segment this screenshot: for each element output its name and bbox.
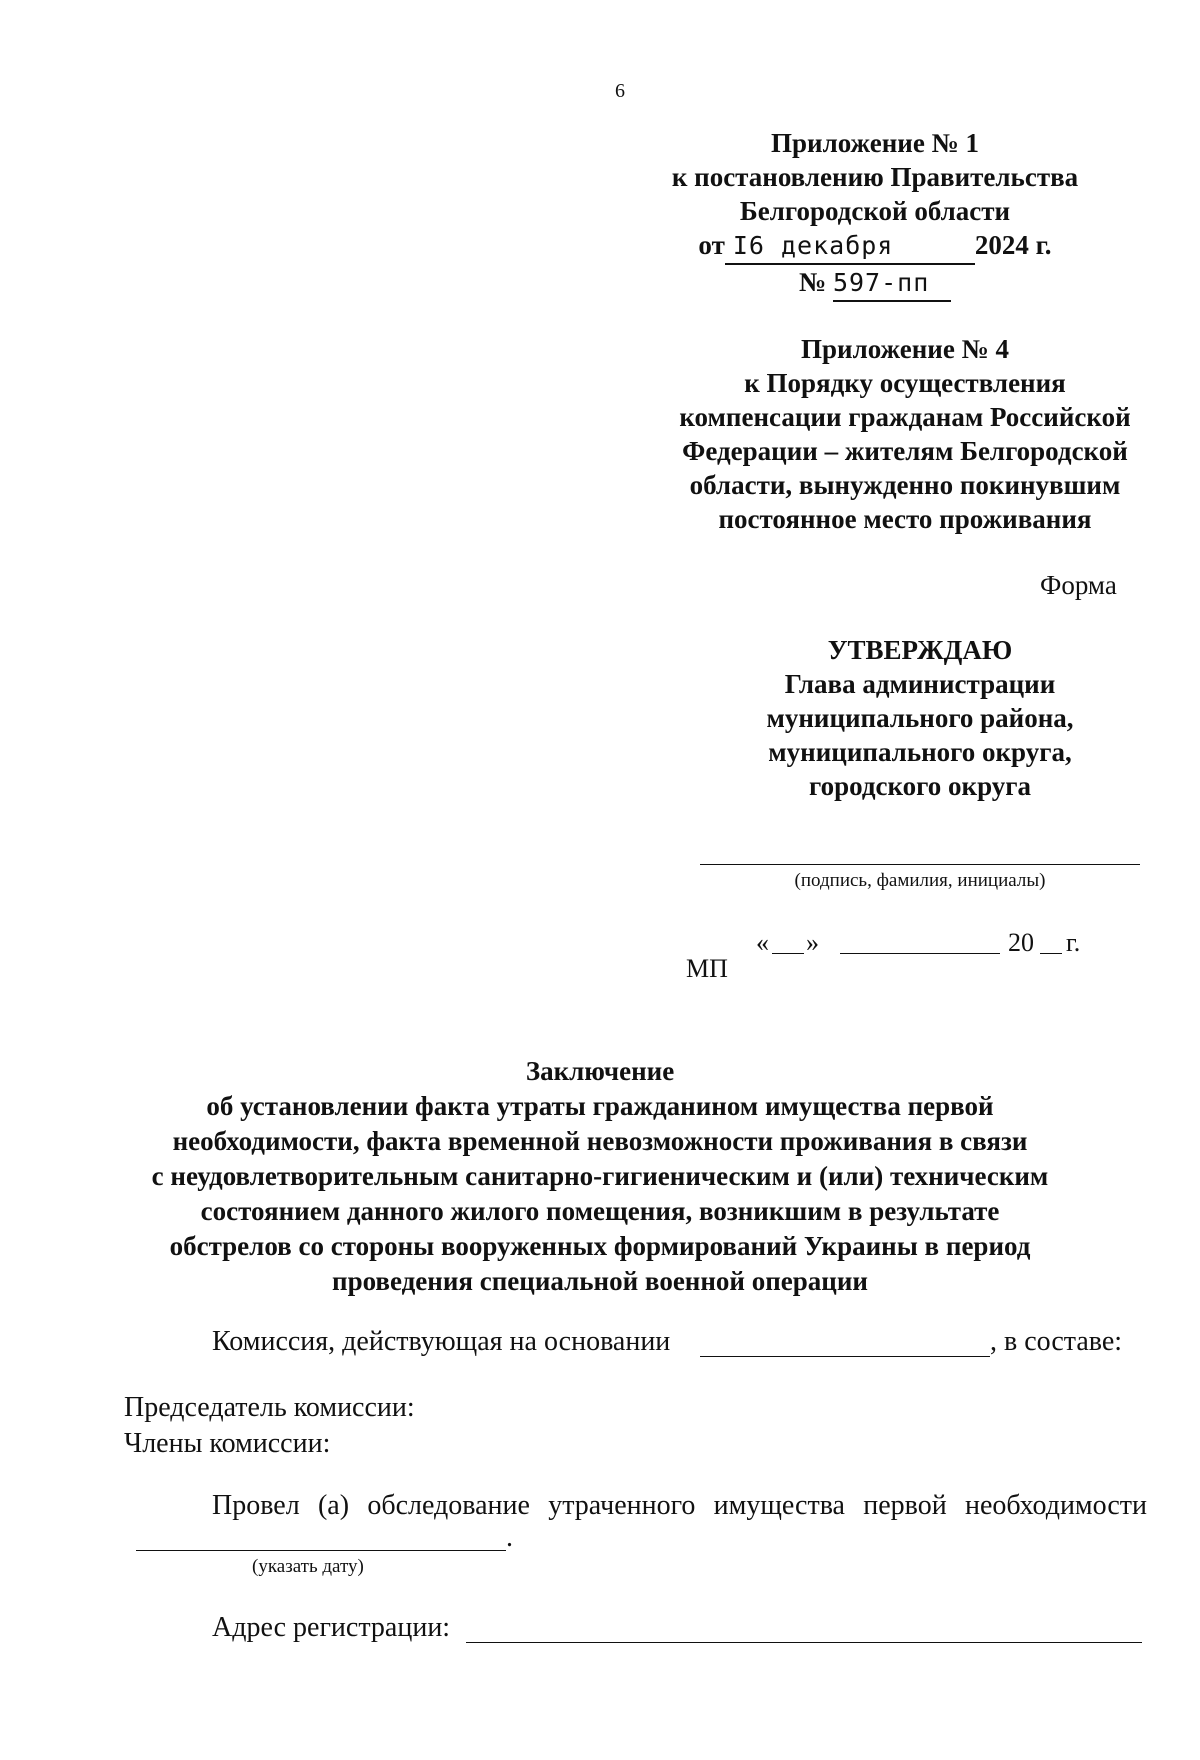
- appendix-4-line4: Федерации – жителям Белгородской: [682, 436, 1128, 466]
- approve-line3: муниципального района,: [766, 703, 1074, 733]
- conclusion-line: обстрелов со стороны вооруженных формирований Украины в период: [169, 1231, 1031, 1261]
- conclusion-block: [120, 1054, 1080, 1299]
- inspection-date-dot: .: [506, 1522, 513, 1553]
- appendix-1-number-row: [620, 265, 1130, 302]
- approve-day-line: [772, 953, 804, 954]
- commission-prefix: Комиссия, действующая на основании: [212, 1326, 671, 1357]
- approve-year-prefix: 20: [1008, 928, 1034, 957]
- approve-line2: Глава администрации: [784, 669, 1056, 699]
- inspection-date-hint: (указать дату): [252, 1556, 364, 1577]
- approve-date-close: »: [806, 928, 819, 957]
- approve-month-line: [840, 953, 1000, 954]
- approve-block: [700, 633, 1140, 803]
- appendix-4-line2: к Порядку осуществления: [744, 368, 1066, 398]
- conclusion-line: об установлении факта утраты гражданином имущества первой: [206, 1091, 994, 1121]
- form-label: Форма: [1040, 570, 1117, 600]
- appendix-4-line3: компенсации гражданам Российской: [679, 402, 1131, 432]
- approve-year-line: [1040, 953, 1062, 954]
- approve-year-suffix: г.: [1066, 928, 1081, 957]
- inspection-date-line: [136, 1550, 506, 1551]
- conclusion-line: с неудовлетворительным санитарно-гигиеническим и (или) техническим: [151, 1161, 1049, 1191]
- address-line: [466, 1642, 1142, 1643]
- approve-line4: муниципального округа,: [768, 737, 1072, 767]
- address-label: Адрес регистрации:: [212, 1612, 451, 1643]
- commission-suffix: , в составе:: [990, 1326, 1123, 1357]
- conclusion-title: Заключение: [525, 1056, 675, 1086]
- chairman-label: Председатель комиссии:: [124, 1392, 415, 1423]
- appendix-4-line5: области, вынужденно покинувшим: [689, 470, 1121, 500]
- appendix-1-date-row: [620, 228, 1130, 265]
- number-value: 597-пп: [833, 266, 951, 302]
- date-suffix: 2024 г.: [974, 230, 1052, 260]
- number-prefix: №: [799, 267, 827, 297]
- signature-hint: (подпись, фамилия, инициалы): [794, 870, 1046, 891]
- conclusion-line: состоянием данного жилого помещения, возникшим в результате: [200, 1196, 1000, 1226]
- stamp-label: МП: [686, 954, 728, 983]
- appendix-1-line3: Белгородской области: [739, 196, 1011, 226]
- approve-title: УТВЕРЖДАЮ: [827, 635, 1013, 665]
- page-number: 6: [615, 80, 625, 102]
- commission-basis-line: [700, 1356, 990, 1357]
- inspection-text: Провел (а) обследование утраченного имущества первой необходимости: [212, 1490, 1147, 1521]
- date-prefix: от: [698, 230, 725, 260]
- appendix-4-title: Приложение № 4: [801, 334, 1009, 364]
- members-label: Члены комиссии:: [124, 1428, 331, 1459]
- appendix-4-block: [650, 332, 1160, 536]
- appendix-4-line6: постоянное место проживания: [718, 504, 1092, 534]
- appendix-1-line2: к постановлению Правительства: [671, 162, 1079, 192]
- conclusion-line: проведения специальной военной операции: [332, 1266, 868, 1296]
- signature-line: [700, 864, 1140, 865]
- approve-date-open: «: [756, 928, 769, 957]
- approve-line5: городского округа: [809, 771, 1031, 801]
- date-value: I6 декабря: [725, 229, 975, 265]
- conclusion-line: необходимости, факта временной невозможности проживания в связи: [172, 1126, 1028, 1156]
- appendix-1-block: [620, 126, 1130, 302]
- appendix-1-title: Приложение № 1: [771, 128, 979, 158]
